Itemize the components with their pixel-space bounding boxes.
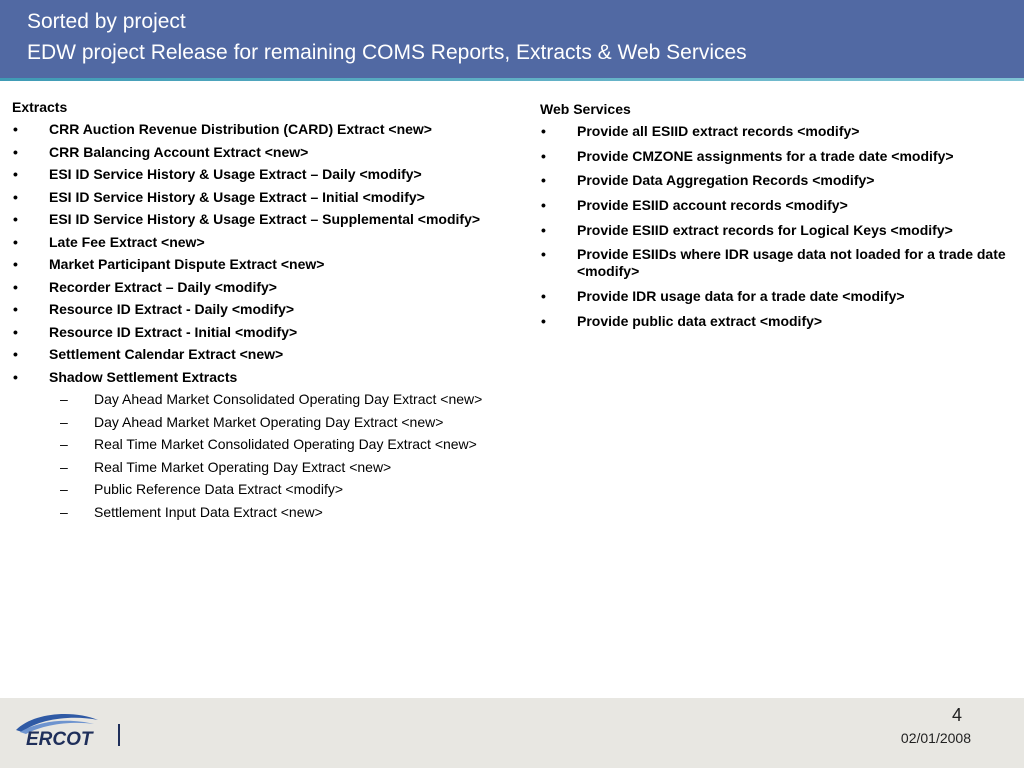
bullet-mark: • bbox=[541, 123, 546, 139]
list-item bbox=[540, 148, 1010, 165]
sub-list-item-text: Real Time Market Operating Day Extract <new> bbox=[94, 458, 392, 475]
footer-date: 02/01/2008 bbox=[900, 730, 971, 746]
sub-list-item bbox=[12, 391, 532, 408]
list-item bbox=[12, 211, 532, 228]
slide-title-line1: Sorted by project bbox=[27, 10, 186, 33]
list-item-text: Shadow Settlement Extracts bbox=[49, 368, 238, 385]
bullet-mark: • bbox=[13, 166, 18, 182]
sub-list-item bbox=[12, 414, 532, 431]
bullet-mark: • bbox=[13, 301, 18, 317]
ercot-logo bbox=[12, 708, 104, 750]
list-item-text: Provide CMZONE assignments for a trade date <modify> bbox=[577, 147, 954, 164]
bullet-mark: • bbox=[541, 197, 546, 214]
list-item bbox=[540, 288, 1010, 305]
dash-mark: – bbox=[60, 481, 68, 497]
list-item-text: CRR Balancing Account Extract <new> bbox=[49, 143, 309, 160]
sub-list-item-text: Settlement Input Data Extract <new> bbox=[94, 503, 323, 520]
bullet-mark: • bbox=[13, 211, 18, 227]
slide-title-line2: EDW project Release for remaining COMS Reports, Extracts & Web Services bbox=[27, 41, 747, 64]
list-item bbox=[12, 301, 532, 318]
bullet-mark: • bbox=[541, 246, 546, 263]
bullet-mark: • bbox=[13, 323, 18, 340]
logo-text: ERCOT bbox=[26, 729, 93, 750]
list-item-text: Resource ID Extract - Daily <modify> bbox=[49, 301, 295, 317]
list-item bbox=[540, 313, 1010, 330]
dash-mark: – bbox=[60, 503, 68, 520]
list-item-text: Provide Data Aggregation Records <modify> bbox=[577, 172, 875, 189]
list-item-text: Recorder Extract – Daily <modify> bbox=[49, 278, 277, 295]
list-item-text: ESI ID Service History & Usage Extract – Initial <modify> bbox=[49, 188, 425, 205]
list-item-text: ESI ID Service History & Usage Extract – Daily <modify> bbox=[49, 166, 422, 182]
list-item-text: Provide all ESIID extract records <modify> bbox=[577, 123, 860, 139]
list-item bbox=[12, 234, 532, 251]
list-item bbox=[540, 246, 1010, 280]
list-item bbox=[540, 222, 1010, 239]
bullet-mark: • bbox=[13, 256, 18, 272]
list-item bbox=[540, 172, 1010, 189]
list-item-text: Provide ESIID extract records for Logical Keys <modify> bbox=[577, 221, 953, 238]
dash-mark: – bbox=[60, 436, 68, 452]
list-item bbox=[12, 166, 532, 183]
header-accent-bar bbox=[0, 78, 1024, 81]
bullet-mark: • bbox=[541, 288, 546, 305]
list-item bbox=[12, 324, 532, 341]
bullet-mark: • bbox=[13, 368, 18, 385]
list-item-text: Provide ESIIDs where IDR usage data not loaded for a trade date <modify> bbox=[577, 246, 1006, 280]
sub-list-item bbox=[12, 459, 532, 476]
dash-mark: – bbox=[60, 458, 68, 475]
list-item-text: Late Fee Extract <new> bbox=[49, 233, 205, 250]
logo-separator bbox=[118, 724, 120, 746]
extracts-section bbox=[12, 99, 532, 526]
bullet-mark: • bbox=[13, 346, 18, 362]
bullet-mark: • bbox=[13, 188, 18, 205]
list-item-text: Settlement Calendar Extract <new> bbox=[49, 346, 284, 362]
list-item bbox=[12, 121, 532, 138]
list-item-text: ESI ID Service History & Usage Extract – Supplemental <modify> bbox=[49, 211, 481, 227]
sub-list-item-text: Day Ahead Market Market Operating Day Extract <new> bbox=[94, 413, 444, 430]
web-services-list bbox=[540, 123, 1010, 330]
extracts-list bbox=[12, 121, 532, 521]
list-item bbox=[540, 123, 1010, 140]
bullet-mark: • bbox=[541, 147, 546, 164]
sub-list-item-text: Real Time Market Consolidated Operating Day Extract <new> bbox=[94, 436, 477, 452]
list-item-text: Provide public data extract <modify> bbox=[577, 312, 823, 329]
web-services-title: Web Services bbox=[540, 101, 631, 117]
list-item-text: Provide IDR usage data for a trade date <modify> bbox=[577, 288, 905, 305]
dash-mark: – bbox=[60, 413, 68, 430]
list-item-text: Provide ESIID account records <modify> bbox=[577, 197, 848, 214]
sub-list-item-text: Public Reference Data Extract <modify> bbox=[94, 481, 344, 497]
list-item-text: Resource ID Extract - Initial <modify> bbox=[49, 323, 298, 340]
sub-list-item-text: Day Ahead Market Consolidated Operating Day Extract <new> bbox=[94, 391, 483, 407]
page-number: 4 bbox=[951, 705, 962, 725]
bullet-mark: • bbox=[541, 312, 546, 329]
extracts-title: Extracts bbox=[12, 99, 68, 115]
list-item-text: Market Participant Dispute Extract <new> bbox=[49, 256, 325, 272]
slide-footer bbox=[0, 698, 1024, 768]
bullet-mark: • bbox=[13, 143, 18, 160]
bullet-mark: • bbox=[13, 121, 18, 137]
list-item bbox=[12, 346, 532, 363]
list-item bbox=[12, 256, 532, 273]
bullet-mark: • bbox=[541, 221, 546, 238]
sub-list-item bbox=[12, 481, 532, 498]
sub-list-item bbox=[12, 504, 532, 521]
list-item bbox=[12, 189, 532, 206]
list-item bbox=[12, 279, 532, 296]
bullet-mark: • bbox=[13, 233, 18, 250]
bullet-mark: • bbox=[541, 172, 546, 189]
bullet-mark: • bbox=[13, 278, 18, 295]
slide-header bbox=[0, 0, 1024, 78]
list-item-text: CRR Auction Revenue Distribution (CARD) Extract <new> bbox=[49, 121, 432, 137]
web-services-section bbox=[540, 101, 1010, 338]
list-item bbox=[12, 144, 532, 161]
dash-mark: – bbox=[60, 391, 68, 407]
sub-list-item bbox=[12, 436, 532, 453]
list-item bbox=[540, 197, 1010, 214]
list-item bbox=[12, 369, 532, 386]
